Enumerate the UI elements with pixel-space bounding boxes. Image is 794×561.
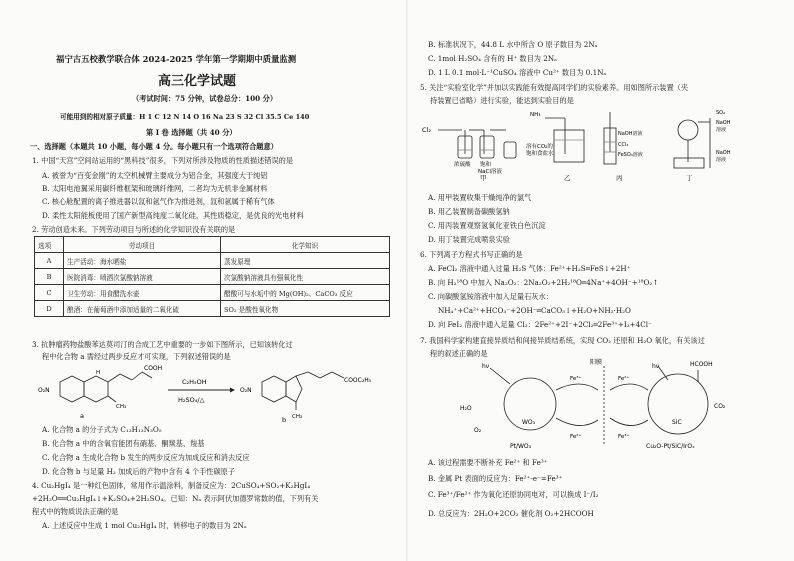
label-naoh-3b: 溶液 [716,157,727,163]
label-nh3: NH₃ [530,112,541,118]
label-naoh-2: NaOH [716,120,731,126]
q3-option-b: B. 化合物 a 中的含氧官能团有硝基、酮羰基、羧基 [42,439,205,448]
reagent-top: C₂H₅OH [182,378,207,386]
q4-line2: +2H₂O══Cu₂HgI₄↓+K₂SO₄+2H₂SO₄。已知：Nₐ 表示阿伏加德罗常数的值，下列有关 [32,494,319,503]
hv-label-1: hν [482,363,490,370]
table-cell: SO₂ 是酸性氧化物 [221,301,390,317]
table-cell: 医院消毒：喷洒次氯酸钠溶液 [64,269,221,285]
q7-option-d: D. 总反应为：2H₂O+2CO₂ 催化剂 O₂+2HCOOH [428,509,594,518]
reagent-bottom: H₂SO₄/△ [178,396,205,404]
q3-option-d: D. 化合物 b 与足量 H₂ 加成后的产物中含有 4 个手性碳原子 [42,467,236,476]
right-column [420,0,770,561]
fe3-flow-arrow [556,384,598,390]
apparatus-ding [674,118,710,168]
q5-option-c: C. 用丙装置观察氢氧化亚铁白色沉淀 [428,221,546,230]
nh-label: H [96,370,101,376]
table-cell: 生产活动：海水晒盐 [64,253,221,269]
caption-yi: 乙 [564,174,571,182]
ester-label: COOC₂H₅ [344,377,372,384]
cooh-label: COOH [144,365,163,372]
q3-reaction-scheme [30,362,396,428]
compound-a-structure [60,372,152,402]
q6-option-d: D. 向 FeI₂ 溶液中通入足量 Cl₂：2Fe²⁺+2I⁻+2Cl₂═2Fe³⁺+I₂+4Cl⁻ [428,320,652,329]
q2-stem: 2. 劳动创造未来。下列劳动项目与所述的化学知识没有关联的是 [32,225,236,234]
hcooh-label: HCOOH [690,361,713,368]
label-nacl-2: NaCl溶液 [478,169,502,175]
q1-option-c: C. 核心舱配置的离子推进器以氙和氩气作为推进剂，氙和氩属于稀有气体 [42,197,275,206]
table-cell: 次氯酸钠溶液具有强氧化性 [221,269,390,285]
part1-intro: 一、选择题（本题共 10 小题，每小题 4 分。每小题只有一个选项符合题意） [30,142,278,151]
fe2-label-left: Fe²⁺ [570,434,582,440]
h2o-label: H₂O [460,405,472,412]
q7-stem-line2: 程的叙述正确的是 [430,349,488,358]
q5-stem-line2: 持装置已省略）进行实验，能达到实验目的是 [430,96,574,105]
label-so2: SO₂ [716,110,726,116]
q1-option-a: A. 被誉为“百变金刚”的太空机械臂主要成分为铝合金，其强度大于纯铝 [42,171,268,180]
page-title: 高三化学试题 [158,74,237,89]
q7-photocatalysis-diagram [420,360,770,452]
q4-line1: 4. Cu₂HgI₄ 是一种红色固体，常用作示温涂料，制备反应为：2CuSO₄+SO₂+K₂HgI₄ [32,481,311,490]
compound-b-structure [262,372,344,410]
table-header-cell: 选项 [35,237,64,253]
q1-option-b: B. 太阳电池翼采用碳纤维框架和玻璃纤维网，二者均为无机非金属材料 [42,184,268,193]
part1-title: 第 I 卷 选择题（共 40 分） [146,128,237,137]
nitro-label: O₂N [38,387,50,394]
q3-option-c: C. 化合物 a 生成化合物 b 发生的两步反应为加成反应和消去反应 [42,453,250,462]
label-ccl4: CCl₄ [618,142,629,148]
q3-option-a: A. 化合物 a 的分子式为 C₁₂H₁₃N₃O₅ [42,425,162,434]
table-row [35,269,390,285]
table-row [35,253,390,269]
caption-bing: 丙 [616,174,623,182]
table-cell: A [35,253,64,269]
label-naoh-1: NaOH溶液 [618,131,643,137]
q5-option-b: B. 用乙装置制备碳酸氢钠 [428,207,510,216]
nitro-b-label: O₂N [240,387,252,394]
table-cell: 卫生劳动：用食醋洗水壶 [64,285,221,301]
table-cell: 醋酸可与水垢中的 Mg(OH)₂、CaCO₃ 反应 [221,285,390,301]
label-nacl: 饱和 [480,162,492,168]
label-co2-b: 饱和食盐水 [526,151,554,157]
pt-wo3-caption: Pt/WO₃ [510,443,532,450]
compound-b-label: b [282,416,287,424]
fe2-label-right: Fe²⁺ [618,376,630,382]
table-header-cell: 化学知识 [221,237,390,253]
q4-option-a: A. 上述反应中生成 1 mol Cu₂HgI₄ 时，转移电子的数目为 2Nₐ [42,521,247,530]
table-row [35,285,390,301]
label-feso4: FeSO₄溶液 [618,152,643,158]
ch3-b-label: CH₃ [292,414,303,420]
fe3-label-left: Fe³⁺ [570,376,582,382]
q4-option-b: B. 标准状况下，44.8 L 水中所含 O 原子数目为 2Nₐ [428,40,598,49]
q1-stem: 1. 中国“天宫”空间站运用的“黑科技”很多，下列对所涉及物质的性质描述错误的是 [32,156,294,165]
hv-label-2: hν [652,363,660,370]
q6-option-b: B. 向 H₂¹⁸O 中加入 Na₂O₂：2Na₂O₂+2H₂¹⁸O═4Na⁺+4OH⁻+¹⁸O₂↑ [428,278,659,287]
q1-option-d: D. 柔性太阳能板使用了国产新型高纯度二氧化硅，其性质稳定，是优良的光电材料 [42,211,304,220]
page-fold [406,0,408,561]
q5-option-a: A. 用甲装置收集干燥纯净的氯气 [428,193,532,202]
sic-label: SiC [672,419,682,426]
q4-option-d: D. 1 L 0.1 mol·L⁻¹CuSO₄ 溶液中 Cu²⁺ 数目为 0.1Nₐ [428,68,607,77]
q5-apparatus-figure [420,108,770,180]
table-cell: 蒸发原理 [221,253,390,269]
arrow-head-icon [230,388,235,393]
label-naoh-2b: 溶液 [716,127,727,133]
table-cell: 酿酒：在葡萄酒中添加适量的二氧化硫 [64,301,221,317]
table-cell: B [35,269,64,285]
q6-stem: 6. 下列离子方程式书写正确的是 [420,250,523,259]
q3-stem-line2: 程中化合物 a 需经过两步反应才可实现，下列叙述错误的是 [42,352,231,361]
q6-option-c-equation: NH₄⁺+Ca²⁺+HCO₃⁻+2OH⁻═CaCO₃↓+H₂O+NH₃·H₂O [438,306,631,315]
wo3-label: WO₃ [522,419,536,426]
q6-option-a: A. FeCl₂ 溶液中通入过量 H₂S 气体：Fe²⁺+H₂S═FeS↓+2H⁺ [428,264,631,273]
q2-table [34,236,390,317]
apparatus-bing [604,112,616,164]
q7-option-b: B. 金属 Pt 表面的反应为：Fe²⁺-e⁻=Fe³⁺ [428,474,563,483]
q7-option-c: C. Fe³⁺/Fe²⁺ 作为氧化还原协同电对，可以换成 I⁻/I₂ [428,490,599,499]
atomic-mass-line: 可能用到的相对原子质量：H 1 C 12 N 14 O 16 Na 23 S 32 Cl 35.5 Ce 140 [60,113,310,121]
fe2-flow-arrow [556,418,598,426]
table-header-row [35,237,390,253]
co2-label: CO₂ [714,403,726,410]
table-cell: D [35,301,64,317]
fe3-label-right: Fe³⁺ [618,434,630,440]
q6-option-c: C. 向碳酸氢铵溶液中加入足量石灰水： [428,292,553,301]
anode-label: 阳膜 [590,359,603,366]
ch3-label: CH₃ [116,404,127,410]
left-column [30,0,396,561]
exam-info: （考试时间：75 分钟，试卷总分：100 分） [132,94,278,103]
q7-option-a: A. 该过程需要不断补充 Fe²⁺ 和 Fe³⁺ [428,458,548,467]
q4-option-c: C. 1mol H₂SO₄ 含有的 H⁺ 数目为 2Nₐ [428,54,557,63]
compound-a-label: a [80,412,84,420]
cu2o-caption: Cu₂O-Pt/SiC/IrOₓ [646,443,695,450]
label-co2: 溶有CO₂的 [526,144,553,150]
o2-label: O₂ [474,427,482,434]
table-row [35,301,390,317]
caption-ding: 丁 [686,174,693,182]
apparatus-jia [438,130,516,158]
table-header-cell: 劳动项目 [64,237,221,253]
q7-stem-line1: 7. 我国科学家构建直接异质结和间接异质结系统，实现 CO₂ 还原和 H₂O 氧化，有关该过 [420,336,705,345]
q5-stem-line1: 5. 关注“实验室化学”并加以实践能有效提高同学们的实验素养。用如图所示装置（夹 [420,83,689,92]
label-h2so4: 浓硫酸 [454,162,471,168]
caption-jia: 甲 [480,174,487,182]
q4-line3: 程式中的物质说法正确的是 [32,507,119,516]
label-naoh-3: NaOH [716,150,731,156]
q5-option-d: D. 用丁装置完成喷泉实验 [428,235,510,244]
q3-stem-line1: 3. 抗肿瘤药物盐酸苯达莫司汀的合成工艺中重要的一步如下图所示，已知该转化过 [32,340,293,349]
label-cl2: Cl₂ [422,126,431,134]
table-cell: C [35,285,64,301]
school-header: 福宁古五校教学联合体 2024-2025 学年第一学期期中质量监测 [56,54,297,64]
